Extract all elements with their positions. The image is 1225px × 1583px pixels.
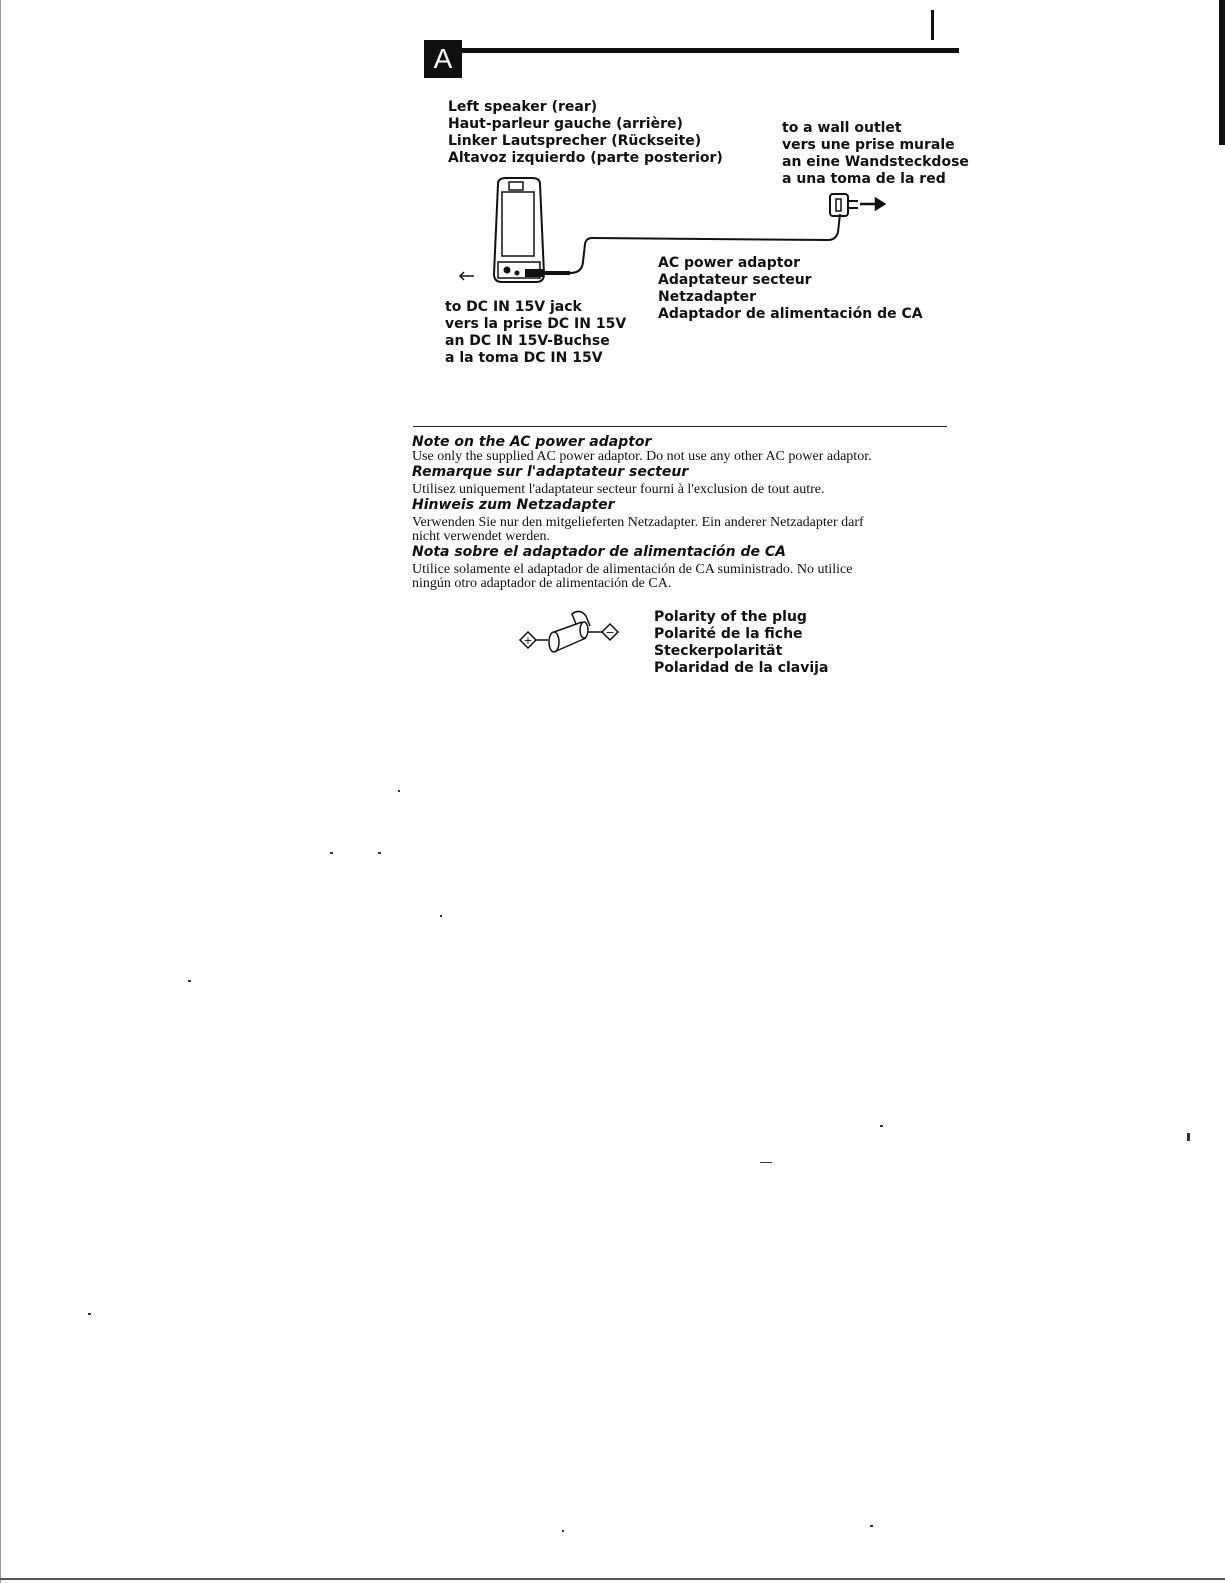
plus-symbol: + bbox=[523, 634, 533, 647]
scan-speck bbox=[760, 1162, 772, 1163]
dc-plug-and-cord bbox=[526, 214, 840, 276]
speaker-label-es: Altavoz izquierdo (parte posterior) bbox=[448, 150, 723, 166]
note-body-es-1: Utilice solamente el adaptador de alimentación de CA suministrado. No utilice bbox=[412, 562, 853, 577]
polarity-label-fr: Polarité de la fiche bbox=[654, 626, 803, 642]
notes-block bbox=[412, 434, 872, 591]
outlet-label-en: to a wall outlet bbox=[782, 120, 902, 136]
scan-right-edge-mark bbox=[1219, 0, 1225, 145]
scan-speck bbox=[1187, 1133, 1190, 1141]
scan-speck bbox=[870, 1525, 873, 1527]
wall-plug-illustration bbox=[830, 194, 858, 216]
speaker-label-de: Linker Lautsprecher (Rückseite) bbox=[448, 133, 702, 149]
page-tick-mark bbox=[931, 10, 934, 40]
arrow-icon bbox=[460, 272, 474, 280]
note-title-de: Hinweis zum Netzadapter bbox=[412, 497, 615, 513]
scan-speck bbox=[880, 1125, 883, 1127]
jack-label-en: to DC IN 15V jack bbox=[445, 299, 582, 315]
speaker-label-en: Left speaker (rear) bbox=[448, 99, 598, 115]
note-body-en: Use only the supplied AC power adaptor. Do not use any other AC power adaptor. bbox=[412, 449, 872, 464]
scan-left-edge bbox=[0, 0, 1, 1583]
note-body-de-2: nicht verwendet werden. bbox=[412, 529, 550, 544]
note-title-fr: Remarque sur l'adaptateur secteur bbox=[412, 464, 689, 480]
scan-speck bbox=[330, 852, 333, 854]
plug-polarity-diagram bbox=[510, 610, 630, 670]
note-body-es-2: ningún otro adaptador de alimentación de CA. bbox=[412, 576, 672, 591]
adaptor-label-es: Adaptador de alimentación de CA bbox=[658, 306, 923, 322]
adaptor-label-en: AC power adaptor bbox=[658, 255, 800, 271]
outlet-label-fr: vers une prise murale bbox=[782, 137, 955, 153]
scan-speck bbox=[88, 1313, 91, 1315]
adaptor-label-fr: Adaptateur secteur bbox=[658, 272, 812, 288]
scan-speck bbox=[188, 980, 191, 982]
outlet-label-de: an eine Wandsteckdose bbox=[782, 154, 969, 170]
speaker-label-fr: Haut-parleur gauche (arrière) bbox=[448, 116, 683, 132]
jack-label-fr: vers la prise DC IN 15V bbox=[445, 316, 627, 332]
polarity-label-de: Steckerpolarität bbox=[654, 643, 783, 659]
jack-label bbox=[445, 299, 626, 367]
note-title-es: Nota sobre el adaptador de alimentación de CA bbox=[412, 544, 786, 560]
section-header-rule bbox=[462, 48, 959, 53]
scan-speck bbox=[562, 1530, 564, 1532]
section-badge: A bbox=[424, 40, 462, 78]
section-divider bbox=[413, 426, 947, 427]
polarity-label-es: Polaridad de la clavija bbox=[654, 660, 829, 676]
note-title-en: Note on the AC power adaptor bbox=[412, 434, 652, 450]
jack-label-es: a la toma DC IN 15V bbox=[445, 350, 603, 366]
polarity-label-en: Polarity of the plug bbox=[654, 609, 807, 625]
minus-symbol: − bbox=[605, 626, 615, 639]
scan-speck bbox=[378, 852, 381, 854]
scan-bottom-edge bbox=[0, 1578, 1225, 1580]
note-body-fr: Utilisez uniquement l'adaptateur secteur fourni à l'exclusion de tout autre. bbox=[412, 482, 825, 497]
polarity-label bbox=[654, 609, 828, 677]
outlet-arrow-icon bbox=[860, 199, 884, 209]
adaptor-label-de: Netzadapter bbox=[658, 289, 757, 305]
outlet-label-es: a una toma de la red bbox=[782, 171, 946, 187]
speaker-label bbox=[448, 99, 723, 167]
jack-label-de: an DC IN 15V-Buchse bbox=[445, 333, 610, 349]
connection-diagram bbox=[440, 170, 910, 300]
speaker-illustration bbox=[494, 178, 544, 282]
scan-speck bbox=[440, 915, 442, 917]
note-body-de-1: Verwenden Sie nur den mitgelieferten Netzadapter. Ein anderer Netzadapter darf bbox=[412, 515, 864, 530]
scan-speck bbox=[398, 790, 400, 792]
